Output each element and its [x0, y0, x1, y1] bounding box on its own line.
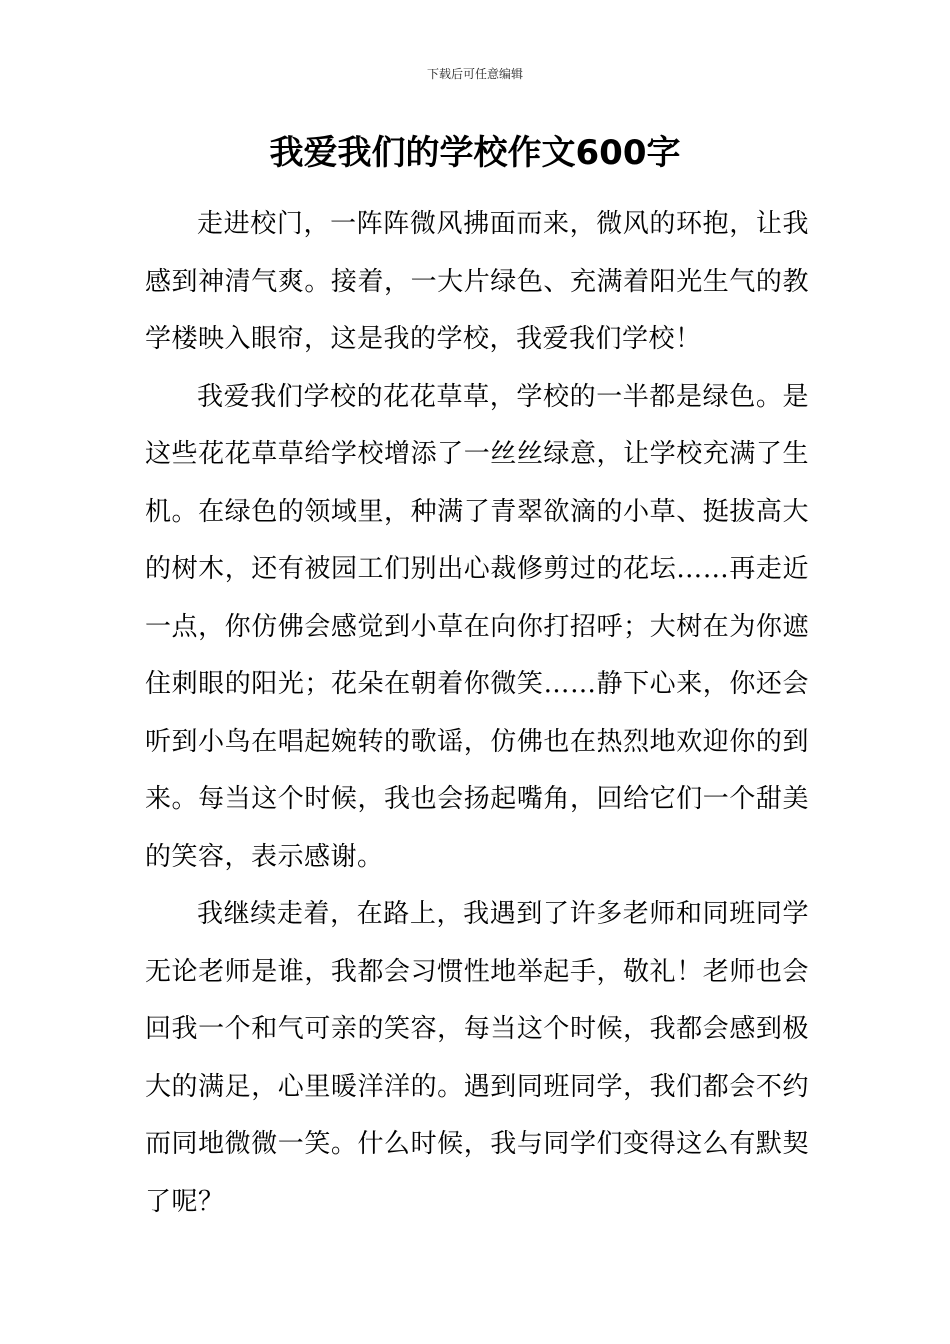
document-title: 我爱我们的学校作文600字 [269, 133, 681, 173]
paragraph-1: 走进校门，一阵阵微风拂面而来，微风的环抱，让我感到神清气爽。接着，一大片绿色、充满着阳光生气的教学楼映入眼帘，这是我的学校，我爱我们学校！ [145, 209, 809, 354]
document-body [145, 196, 809, 1231]
paragraph-2: 我爱我们学校的花花草草，学校的一半都是绿色。是这些花花草草给学校增添了一丝丝绿意，让学校充满了生机。在绿色的领域里，种满了青翠欲滴的小草、挺拔高大的树木，还有被园工们别出心裁修剪过的花坛……再走近一点，你仿佛会感觉到小草在向你打招呼；大树在为你遮住刺眼的阳光；花朵在朝着你微笑……静下心来，你还会听到小鸟在唱起婉转的歌谣，仿佛也在热烈地欢迎你的到来。每当这个时候，我也会扬起嘴角，回给它们一个甜美的笑容，表示感谢。 [145, 381, 809, 872]
header-note: 下载后可任意编辑 [426, 67, 523, 81]
paragraph-3: 我继续走着，在路上，我遇到了许多老师和同班同学无论老师是谁，我都会习惯性地举起手，敬礼！老师也会回我一个和气可亲的笑容，每当这个时候，我都会感到极大的满足，心里暖洋洋的。遇到同班同学，我们都会不约而同地微微一笑。什么时候，我与同学们变得这么有默契了呢？ [145, 899, 809, 1217]
